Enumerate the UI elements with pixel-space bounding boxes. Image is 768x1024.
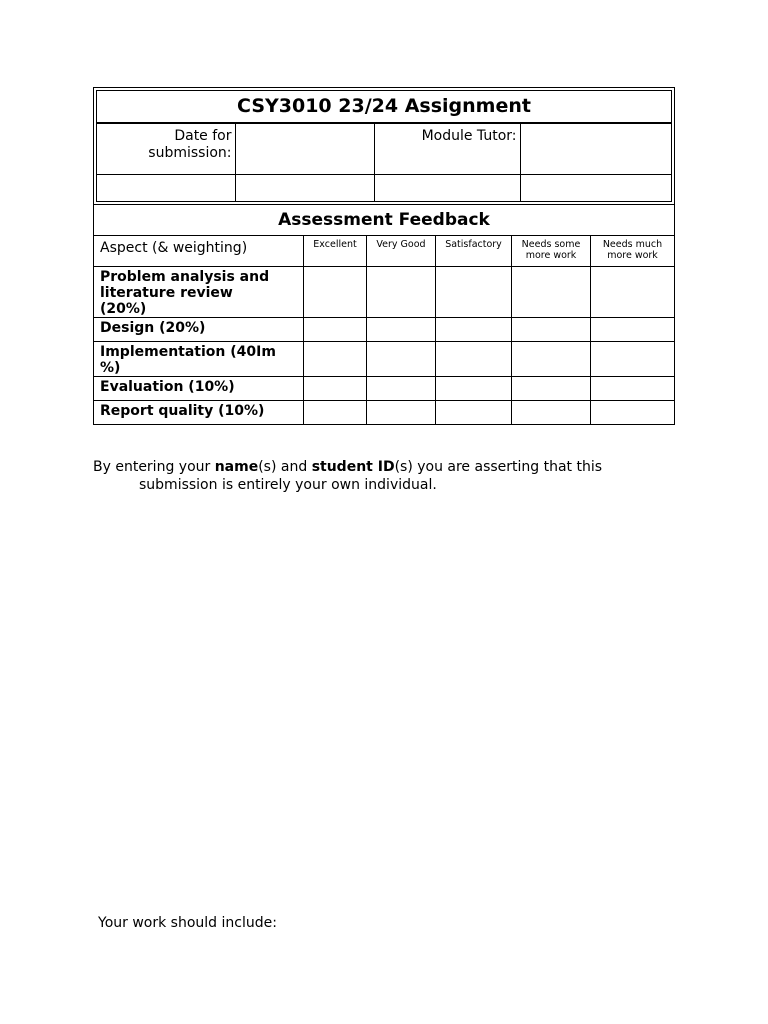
grade-cell[interactable] [436, 377, 512, 401]
aspect-header: Aspect (& weighting) [94, 236, 304, 267]
grade-cell[interactable] [304, 377, 367, 401]
blank-cell[interactable] [235, 175, 374, 202]
date-for-submission-value[interactable] [235, 124, 374, 175]
aspect-problem-analysis: Problem analysis and literature review (20%) [94, 267, 304, 318]
grade-cell[interactable] [304, 267, 367, 318]
grade-cell[interactable] [512, 318, 591, 342]
grade-cell[interactable] [436, 342, 512, 377]
grade-cell[interactable] [512, 342, 591, 377]
grade-cell[interactable] [591, 318, 675, 342]
column-header-excellent: Excellent [304, 236, 367, 267]
grade-cell[interactable] [304, 342, 367, 377]
module-tutor-label: Module Tutor: [374, 124, 520, 175]
grade-cell[interactable] [436, 267, 512, 318]
assessment-feedback-table [93, 204, 675, 425]
blank-cell[interactable] [520, 175, 671, 202]
table-row [94, 377, 675, 401]
grade-cell[interactable] [436, 401, 512, 425]
header-frame [93, 87, 675, 205]
grade-cell[interactable] [367, 318, 436, 342]
originality-statement: By entering your name(s) and student ID(s) you are asserting that this submission is entirely your own individual. [93, 459, 603, 493]
date-for-submission-label: Date for submission: [97, 124, 235, 175]
assignment-cover-sheet [93, 87, 675, 425]
grade-cell[interactable] [304, 401, 367, 425]
aspect-design: Design (20%) [94, 318, 304, 342]
grade-cell[interactable] [436, 318, 512, 342]
grade-cell[interactable] [367, 267, 436, 318]
table-row [94, 401, 675, 425]
aspect-evaluation: Evaluation (10%) [94, 377, 304, 401]
blank-cell[interactable] [97, 175, 235, 202]
column-header-needs-some-more-work: Needs some more work [512, 236, 591, 267]
grade-cell[interactable] [367, 377, 436, 401]
feedback-title: Assessment Feedback [94, 205, 675, 236]
work-include-heading: Your work should include: [98, 915, 277, 931]
document-title: CSY3010 23/24 Assignment [97, 91, 671, 124]
grade-cell[interactable] [367, 401, 436, 425]
grade-cell[interactable] [367, 342, 436, 377]
column-header-satisfactory: Satisfactory [436, 236, 512, 267]
grade-cell[interactable] [591, 342, 675, 377]
column-header-very-good: Very Good [367, 236, 436, 267]
module-tutor-value[interactable] [520, 124, 671, 175]
aspect-implementation: Implementation (40Im %) [94, 342, 304, 377]
column-header-needs-much-more-work: Needs much more work [591, 236, 675, 267]
grade-cell[interactable] [591, 401, 675, 425]
header-inner [96, 90, 672, 202]
submission-info-table [97, 124, 671, 201]
aspect-report-quality: Report quality (10%) [94, 401, 304, 425]
table-row [94, 342, 675, 377]
table-row [94, 267, 675, 318]
grade-cell[interactable] [512, 401, 591, 425]
grade-cell[interactable] [304, 318, 367, 342]
grade-cell[interactable] [512, 377, 591, 401]
grade-cell[interactable] [591, 377, 675, 401]
grade-cell[interactable] [512, 267, 591, 318]
table-row [94, 318, 675, 342]
blank-cell[interactable] [374, 175, 520, 202]
grade-cell[interactable] [591, 267, 675, 318]
